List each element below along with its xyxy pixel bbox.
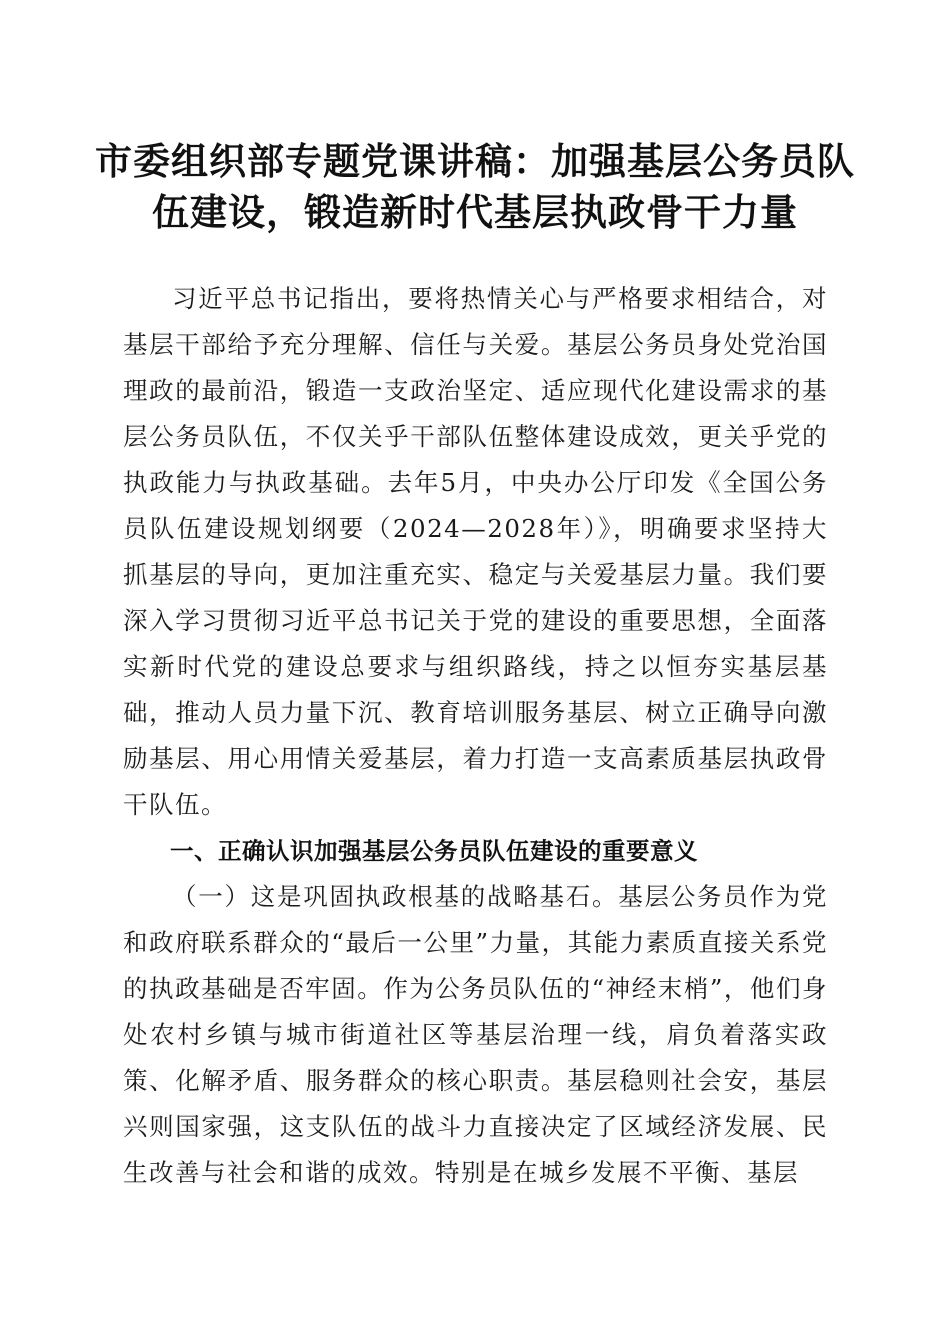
section-1-heading: 一、正确认识加强基层公务员队伍建设的重要意义 <box>170 837 698 865</box>
document-title <box>95 136 855 238</box>
title-line-2: 伍建设，锻造新时代基层执政骨干力量 <box>152 190 798 234</box>
title-line-1: 市委组织部专题党课讲稿：加强基层公务员队 <box>95 139 855 183</box>
intro-paragraph: 习近平总书记指出，要将热情关心与严格要求相结合，对基层干部给予充分理解、信任与关爱。基层公务员身处党治国理政的最前沿，锻造一支政治坚定、适应现代化建设需求的基层公务员队伍，不仅关乎干部队伍整体建设成效，更关乎党的执政能力与执政基础。去年5月，中央办公厅印发《全国公务员队伍建设规划纲要（2024—2028年）》，明确要求坚持大抓基层的导向，更加注重充实、稳定与关爱基层力量。我们要深入学习贯彻习近平总书记关于党的建设的重要思想，全面落实新时代党的建设总要求与组织路线，持之以恒夯实基层基础，推动人员力量下沉、教育培训服务基层、树立正确导向激励基层、用心用情关爱基层，着力打造一支高素质基层执政骨干队伍。 <box>123 284 828 819</box>
document-body <box>123 276 828 1196</box>
section-1-paragraph: （一）这是巩固执政根基的战略基石。基层公务员作为党和政府联系群众的“最后一公里”力量，其能力素质直接关系党的执政基础是否牢固。作为公务员队伍的“神经末梢”，他们身处农村乡镇与城市街道社区等基层治理一线，肩负着落实政策、化解矛盾、服务群众的核心职责。基层稳则社会安，基层兴则国家强，这支队伍的战斗力直接决定了区域经济发展、民生改善与社会和谐的成效。特别是在城乡发展不平衡、基层 <box>123 882 828 1187</box>
